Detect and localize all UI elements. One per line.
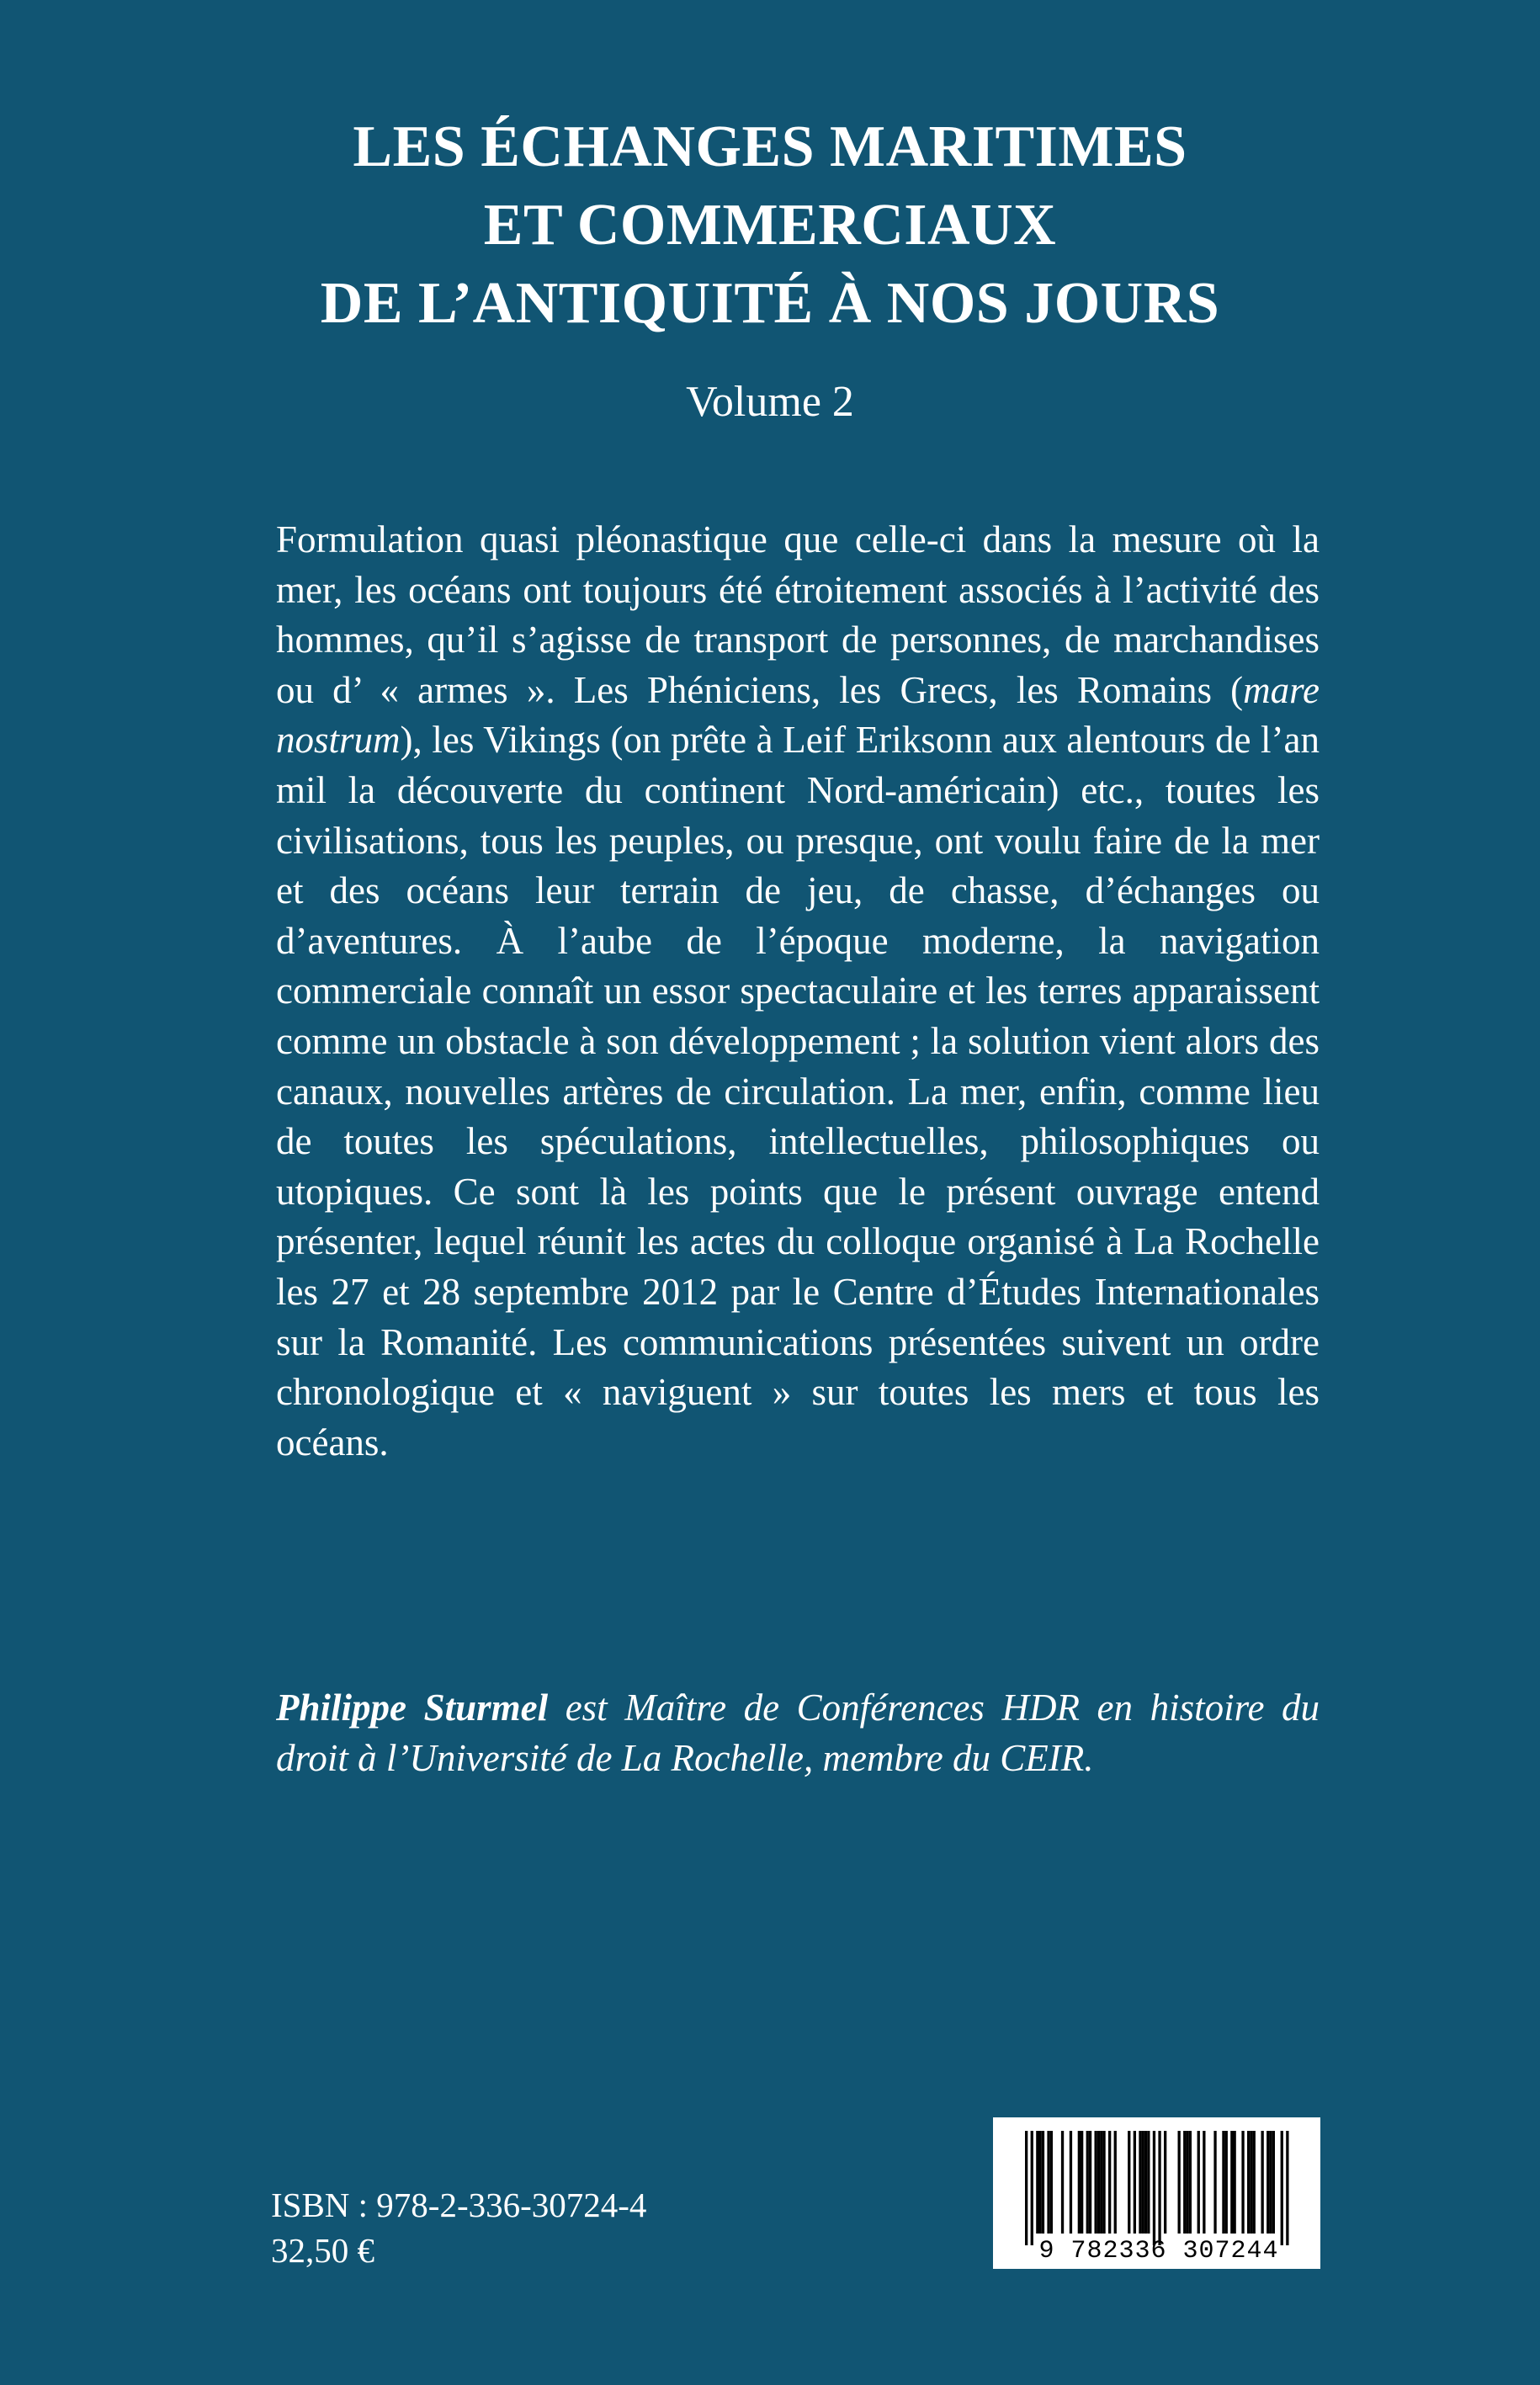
barcode-bar — [1031, 2131, 1033, 2245]
barcode-bar — [1108, 2131, 1111, 2234]
barcode-bar — [1144, 2131, 1147, 2234]
summary-part-1: Formulation quasi pléonastique que celle-ci dans la mesure où la mer, les océans ont toujours été étroitement associés à l’activité des hommes, qu’il s’agisse de transport de personnes, de marchandises ou d’ « armes ». Les Phéniciens, les Grecs, les Romains ( — [276, 518, 1320, 711]
title-line-3: DE L’ANTIQUITÉ À NOS JOURS — [320, 271, 1220, 336]
barcode-bar — [1261, 2131, 1264, 2234]
barcode-bar — [1114, 2131, 1117, 2234]
barcode-bar — [1286, 2131, 1288, 2245]
barcode-bar — [1050, 2131, 1053, 2234]
title-line-1: LES ÉCHANGES MARITIMES — [353, 114, 1187, 179]
volume-label: Volume 2 — [686, 378, 854, 426]
barcode-bar — [1281, 2131, 1283, 2245]
barcode-bar — [1253, 2131, 1256, 2234]
barcode-bar — [1025, 2131, 1028, 2245]
barcode-bar — [1225, 2131, 1228, 2234]
barcode-bar — [1036, 2131, 1038, 2234]
barcode-bar — [1158, 2131, 1160, 2245]
barcode-bar — [1095, 2131, 1097, 2234]
barcode — [993, 2117, 1320, 2269]
barcode-bar — [1147, 2131, 1150, 2234]
barcode-bar — [1269, 2131, 1272, 2234]
barcode-bar — [1272, 2131, 1275, 2234]
isbn-text: ISBN : 978-2-336-30724-4 — [271, 2186, 647, 2224]
barcode-bar — [1142, 2131, 1144, 2234]
barcode-bar — [1250, 2131, 1252, 2234]
barcode-bar — [1102, 2131, 1105, 2234]
barcode-bar — [1061, 2131, 1064, 2234]
barcode-bar — [1097, 2131, 1100, 2234]
author-note — [276, 1682, 1320, 1783]
barcode-bar — [1164, 2131, 1166, 2234]
barcode-bar — [1070, 2131, 1072, 2234]
barcode-bar — [1078, 2131, 1081, 2234]
barcode-bar — [1203, 2131, 1205, 2234]
barcode-bar — [1039, 2131, 1042, 2234]
barcode-digits: 9 782336 307244 — [1038, 2237, 1279, 2265]
barcode-bar — [1134, 2131, 1136, 2234]
book-title — [0, 108, 1540, 343]
barcode-bar — [1241, 2131, 1244, 2234]
barcode-bar — [1267, 2131, 1269, 2234]
barcode-bar — [1178, 2131, 1181, 2234]
summary-text — [276, 515, 1320, 1468]
summary-italic: mare nostrum — [276, 668, 1320, 762]
barcode-bar — [1234, 2131, 1236, 2234]
barcode-bar — [1042, 2131, 1044, 2234]
barcode-bar — [1247, 2131, 1250, 2234]
barcode-bar — [1197, 2131, 1200, 2234]
barcode-bar — [1047, 2131, 1049, 2234]
author-bio: est Maître de Conférences HDR en histoire du droit à l’Université de La Rochelle, membre du CEIR. — [276, 1686, 1320, 1779]
barcode-bar — [1100, 2131, 1102, 2234]
barcode-bar — [1139, 2131, 1141, 2234]
barcode-bar — [1186, 2131, 1188, 2234]
barcode-bar — [1183, 2131, 1186, 2234]
barcode-bar — [1213, 2131, 1216, 2234]
summary-part-2: ), les Vikings (on prête à Leif Eriksonn aux alentours de l’an mil la découverte du continent Nord-américain) etc., toutes les civilisations, tous les peuples, ou presque, ont voulu faire de la mer et des océans leur terrain de jeu, de chasse, d’échanges ou d’aventures. À l’aube de l’époque moderne, la navigation commerciale connaît un essor spectaculaire et les terres apparaissent comme un obstacle à son développement ; la solution vient alors des canaux, nouvelles artères de circulation. La mer, enfin, comme lieu de toutes les spéculations, intellectuelles, philosophiques ou utopiques. Ce sont là les points que le présent ouvrage entend présenter, lequel réunit les actes du colloque organisé à La Rochelle les 27 et 28 septembre 2012 par le Centre d’Études Internationales sur la Romanité. Les communications présentées suivent un ordre chronologique et « naviguent » sur toutes les mers et tous les océans. — [276, 719, 1320, 1463]
barcode-bar — [1128, 2131, 1130, 2234]
barcode-bar — [1081, 2131, 1083, 2234]
price-text: 32,50 € — [271, 2231, 374, 2270]
barcode-bar — [1153, 2131, 1155, 2245]
barcode-bar — [1222, 2131, 1224, 2234]
author-name: Philippe Sturmel — [276, 1686, 549, 1729]
barcode-bar — [1086, 2131, 1089, 2234]
barcode-bar — [1189, 2131, 1192, 2234]
title-line-2: ET COMMERCIAUX — [483, 193, 1057, 258]
barcode-bar — [1230, 2131, 1233, 2234]
barcode-bar — [1089, 2131, 1091, 2234]
